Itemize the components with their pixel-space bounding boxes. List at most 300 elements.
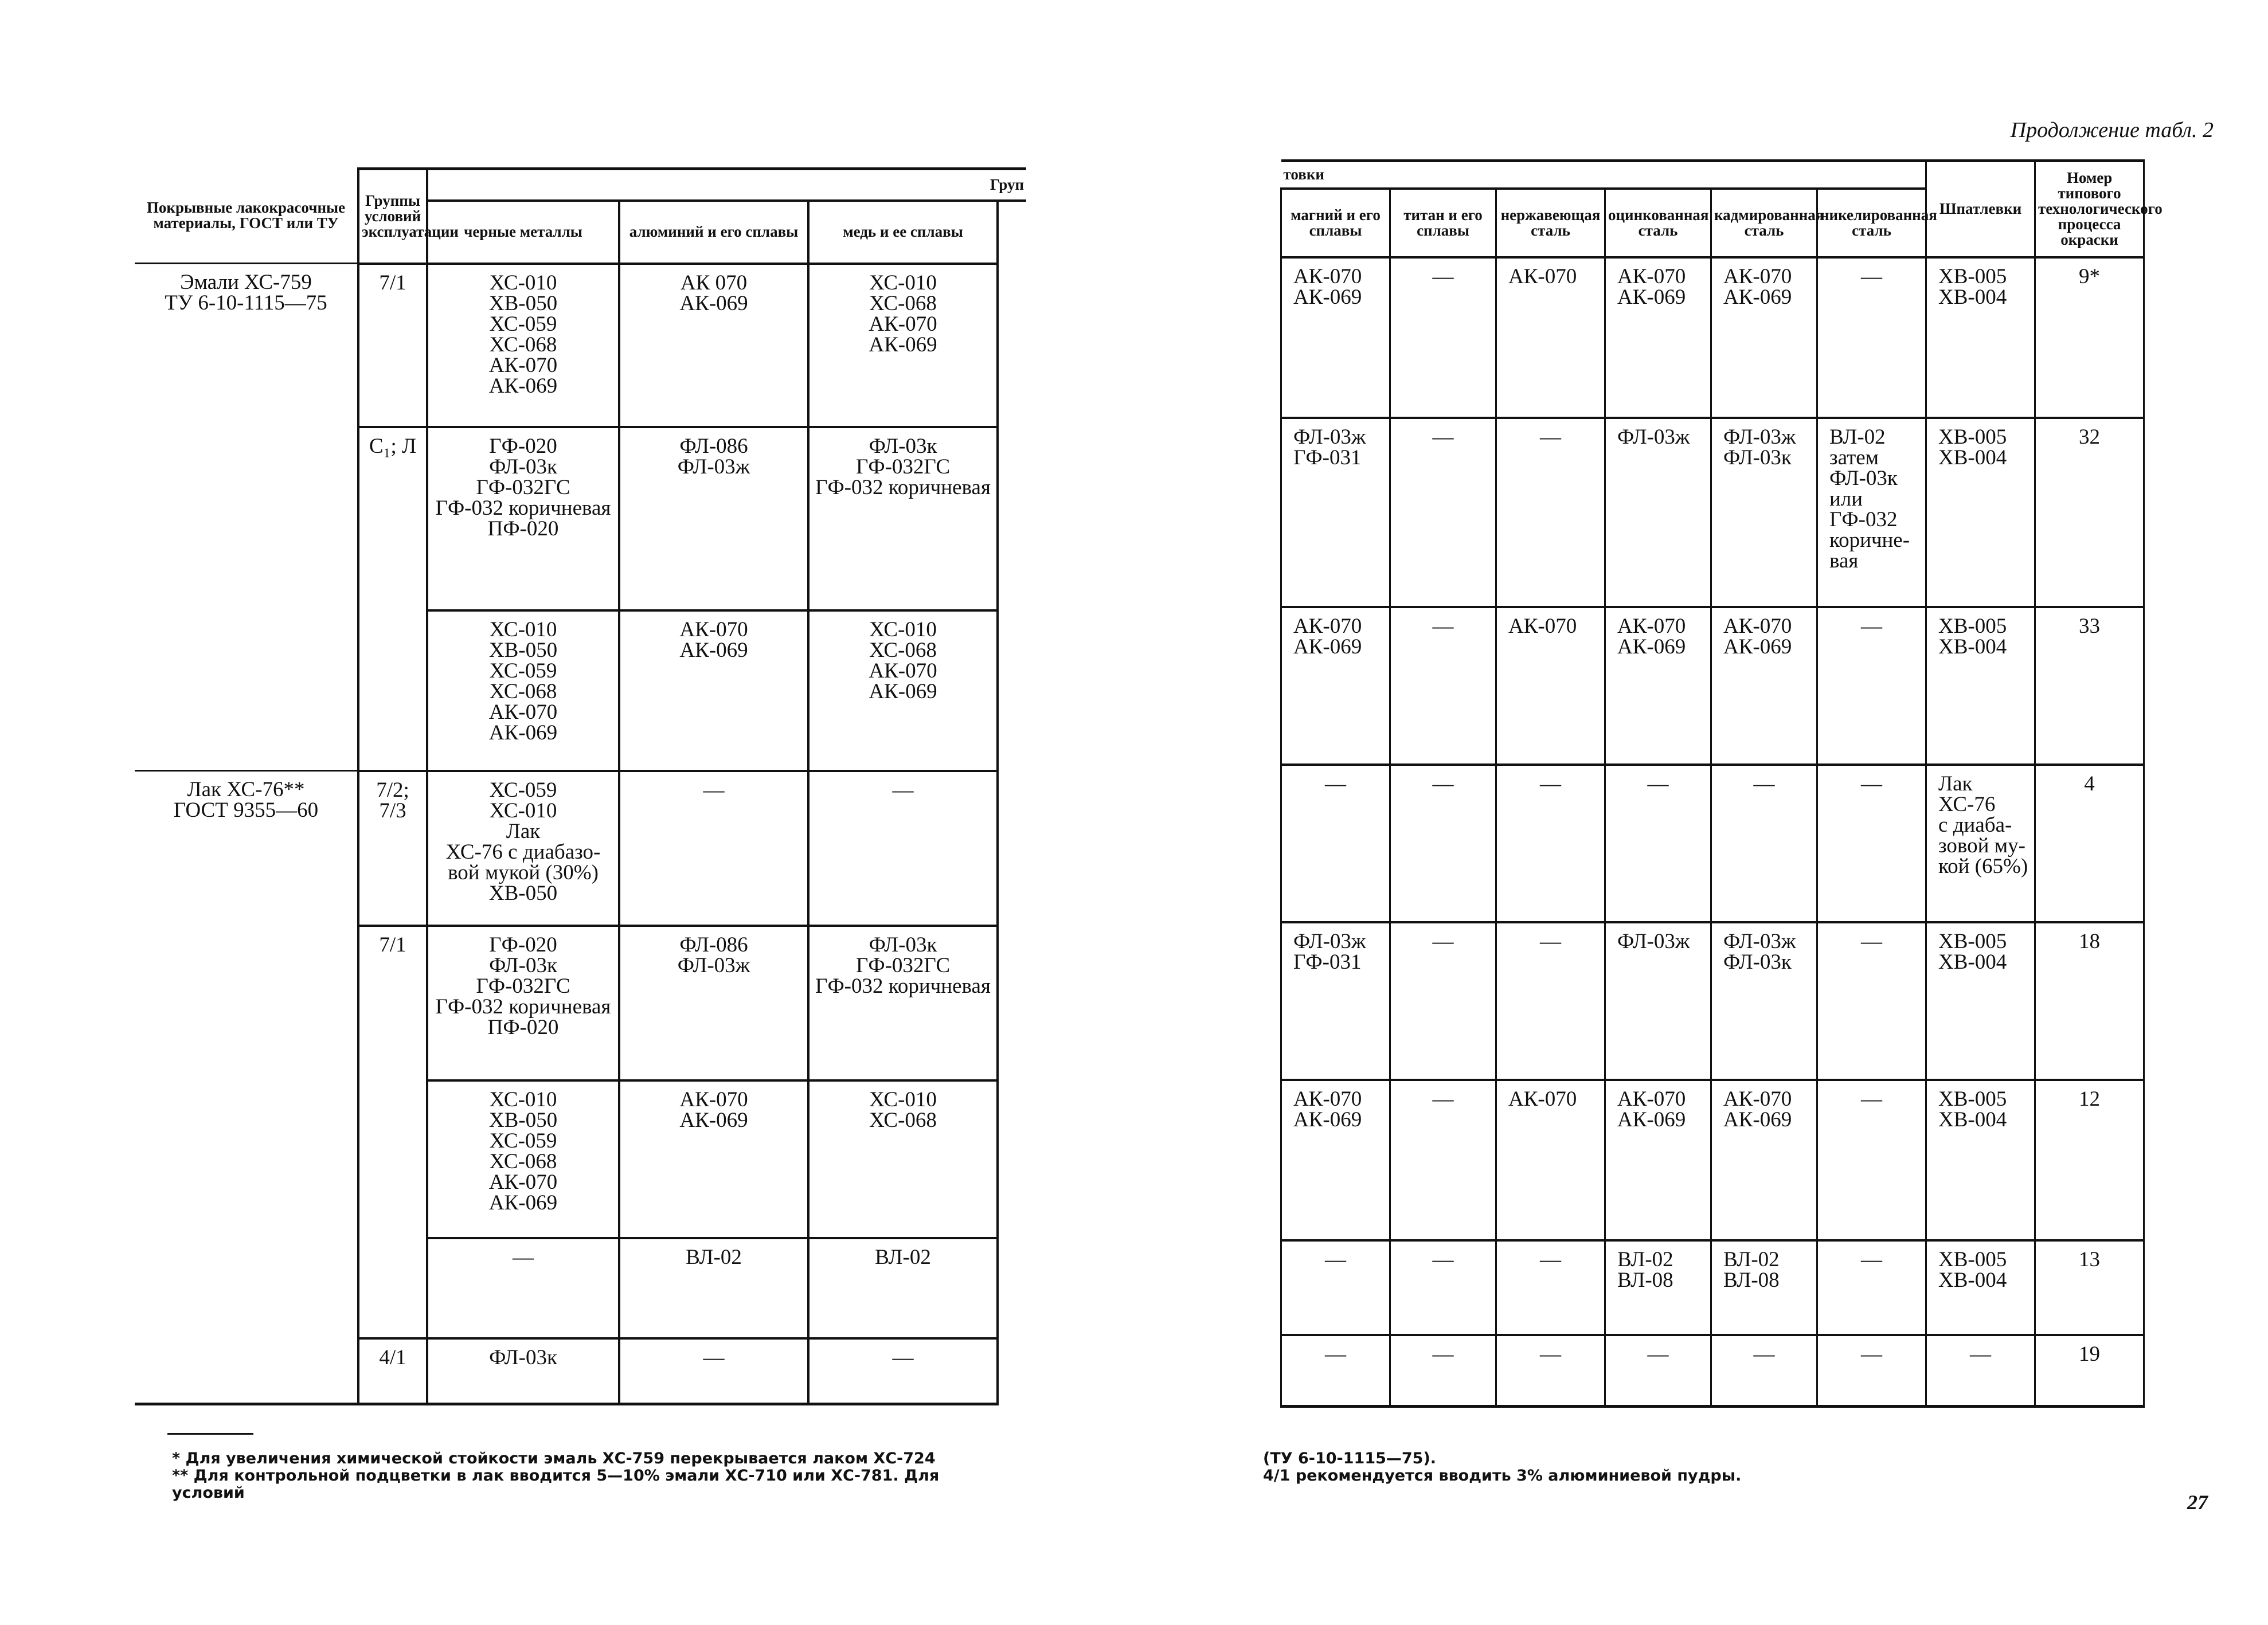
stainless-cell — [1496, 1335, 1605, 1407]
header-stainless: нержавеющая сталь — [1496, 189, 1605, 257]
galvanized-cell-line: АК-070 — [1617, 1087, 1686, 1111]
nickel-cell-line: вая — [1829, 549, 1859, 573]
titanium-cell — [1390, 418, 1496, 607]
header-copper: медь и ее сплавы — [808, 201, 998, 264]
header-group-title: Груп — [427, 169, 1026, 201]
cadmium-cell — [1711, 257, 1817, 418]
ferrous-cell — [427, 1238, 619, 1338]
nickel-cell-line: коричне- — [1829, 528, 1910, 552]
nickel-cell-line: — — [1861, 929, 1883, 953]
stainless-cell — [1496, 607, 1605, 765]
process-number-cell-line: 18 — [2079, 929, 2101, 953]
header-titanium: титан и его сплавы — [1390, 189, 1496, 257]
putty-cell-line: ХС-76 — [1938, 792, 1996, 816]
putty-cell-line: ХВ-004 — [1938, 1107, 2007, 1131]
ferrous-cell-line: ГФ-032 коричневая — [435, 496, 611, 520]
process-number-cell-line: 4 — [2084, 772, 2095, 796]
spacer-cell — [998, 926, 1026, 1080]
ferrous-cell-line: ХС-010 — [489, 617, 557, 641]
table-row — [135, 610, 1026, 771]
magnesium-cell — [1281, 765, 1390, 922]
group-cell — [358, 264, 427, 427]
magnesium-cell-line: — — [1325, 1247, 1346, 1271]
magnesium-cell — [1281, 418, 1390, 607]
titanium-cell — [1390, 1240, 1496, 1335]
putty-cell-line: зовой му- — [1938, 833, 2025, 857]
process-number-cell — [2035, 418, 2144, 607]
putty-cell-line: ХВ-004 — [1938, 285, 2007, 309]
cadmium-cell-line: ФЛ-03ж — [1723, 425, 1796, 449]
copper-cell — [808, 264, 998, 427]
magnesium-cell-line: ФЛ-03ж — [1293, 929, 1366, 953]
ferrous-cell-line: АК-069 — [488, 374, 558, 398]
magnesium-cell — [1281, 1335, 1390, 1407]
ferrous-cell-line: ХВ-050 — [488, 881, 558, 905]
magnesium-cell — [1281, 922, 1390, 1080]
copper-cell-line: ВЛ-02 — [875, 1245, 931, 1269]
cadmium-cell — [1711, 607, 1817, 765]
ferrous-cell-line: ХС-010 — [489, 271, 557, 295]
group-cell-line: 7/1 — [379, 933, 406, 957]
spacer-cell — [998, 264, 1026, 427]
magnesium-cell-line: ГФ-031 — [1293, 445, 1362, 469]
cadmium-cell — [1711, 1335, 1817, 1407]
table-row — [135, 427, 1026, 610]
copper-cell-line: ФЛ-03к — [869, 933, 937, 957]
group-cell — [358, 1338, 427, 1404]
ferrous-cell-line: ХС-059 — [489, 778, 557, 802]
aluminum-cell-line: АК 070 — [680, 271, 748, 295]
nickel-cell-line: — — [1861, 1342, 1883, 1366]
copper-cell-line: ХС-010 — [869, 271, 937, 295]
ferrous-cell-line: ХС-068 — [489, 332, 557, 357]
putty-cell — [1926, 257, 2035, 418]
material-cell — [135, 771, 358, 926]
ferrous-cell-line: ПФ-020 — [487, 516, 559, 541]
material-cell — [135, 264, 358, 427]
table-row — [135, 771, 1026, 926]
nickel-cell-line: ВЛ-02 — [1829, 425, 1886, 449]
process-number-cell — [2035, 607, 2144, 765]
process-number-cell — [2035, 1240, 2144, 1335]
copper-cell — [808, 771, 998, 926]
spacer-cell — [998, 1080, 1026, 1238]
process-number-cell-line: 32 — [2079, 425, 2101, 449]
table-row — [135, 1338, 1026, 1404]
putty-cell — [1926, 1240, 2035, 1335]
table-row — [1281, 1240, 2144, 1335]
magnesium-cell-line: АК-069 — [1293, 635, 1362, 659]
magnesium-cell-line: АК-070 — [1293, 1087, 1362, 1111]
ferrous-cell-line: ГФ-032 коричневая — [435, 994, 611, 1019]
aluminum-cell-line: ВЛ-02 — [686, 1245, 742, 1269]
nickel-cell — [1817, 607, 1926, 765]
titanium-cell-line: — — [1432, 264, 1454, 288]
putty-cell-line: ХВ-004 — [1938, 445, 2007, 469]
putty-cell-line: с диаба- — [1938, 813, 2012, 837]
aluminum-cell-line: ФЛ-086 — [679, 933, 748, 957]
cadmium-cell-line: — — [1753, 1342, 1775, 1366]
galvanized-cell-line: АК-069 — [1617, 285, 1686, 309]
copper-cell-line: ГФ-032ГС — [855, 455, 951, 479]
ferrous-cell-line: Лак — [506, 819, 541, 843]
ferrous-cell — [427, 771, 619, 926]
aluminum-cell-line: АК-070 — [679, 617, 748, 641]
titanium-cell-line: — — [1432, 614, 1454, 638]
ferrous-cell — [427, 264, 619, 427]
magnesium-cell-line: АК-070 — [1293, 264, 1362, 288]
spacer-cell — [998, 427, 1026, 610]
aluminum-cell — [619, 1080, 808, 1238]
material-cell-line: Лак ХС-76** — [187, 778, 305, 801]
putty-cell — [1926, 607, 2035, 765]
magnesium-cell-line: АК-069 — [1293, 1107, 1362, 1131]
cadmium-cell-line: — — [1753, 772, 1775, 796]
titanium-cell-line: — — [1432, 1342, 1454, 1366]
ferrous-cell-line: ФЛ-03к — [489, 953, 557, 977]
copper-cell — [808, 1238, 998, 1338]
spacer-cell — [998, 1238, 1026, 1338]
nickel-cell — [1817, 1080, 1926, 1240]
putty-cell-line: Лак — [1938, 772, 1973, 796]
cadmium-cell-line: АК-069 — [1723, 635, 1792, 659]
ferrous-cell-line: АК-070 — [488, 1170, 558, 1194]
galvanized-cell-line: — — [1647, 1342, 1669, 1366]
titanium-cell-line: — — [1432, 425, 1454, 449]
magnesium-cell — [1281, 1080, 1390, 1240]
stainless-cell — [1496, 257, 1605, 418]
group-cell-line: 7/3 — [379, 798, 406, 823]
putty-cell-line: ХВ-004 — [1938, 950, 2007, 974]
copper-cell-line: ФЛ-03к — [869, 434, 937, 458]
titanium-cell-line: — — [1432, 1087, 1454, 1111]
ferrous-cell-line: ГФ-020 — [489, 933, 557, 957]
copper-cell — [808, 427, 998, 610]
header-magnesium: магний и его сплавы — [1281, 189, 1390, 257]
group-cell-line: С₁; Л — [369, 434, 417, 458]
stainless-cell — [1496, 418, 1605, 607]
galvanized-cell — [1605, 1080, 1711, 1240]
ferrous-cell-line: ХС-068 — [489, 1149, 557, 1173]
ferrous-cell-line: ХВ-050 — [488, 291, 558, 315]
galvanized-cell-line: ВЛ-02 — [1617, 1247, 1673, 1271]
material-cell-line: ТУ 6-10-1115—75 — [165, 291, 327, 315]
spacer-cell — [998, 771, 1026, 926]
cadmium-cell — [1711, 418, 1817, 607]
stainless-cell — [1496, 765, 1605, 922]
cadmium-cell — [1711, 1240, 1817, 1335]
page-number: 27 — [2187, 1491, 2208, 1514]
nickel-cell-line: — — [1861, 1247, 1883, 1271]
copper-cell — [808, 1338, 998, 1404]
titanium-cell-line: — — [1432, 929, 1454, 953]
copper-cell-line: АК-069 — [869, 332, 937, 357]
spacer-cell — [998, 1338, 1026, 1404]
copper-cell-line: ХС-068 — [869, 638, 937, 662]
putty-cell-line: ХВ-004 — [1938, 635, 2007, 659]
ferrous-cell — [427, 1338, 619, 1404]
material-cell — [135, 1338, 358, 1404]
galvanized-cell — [1605, 607, 1711, 765]
aluminum-cell-line: ФЛ-086 — [679, 434, 748, 458]
ferrous-cell — [427, 610, 619, 771]
table-row — [135, 1238, 1026, 1338]
stainless-cell-line: АК-070 — [1508, 614, 1577, 638]
material-cell-line: Эмали ХС-759 — [180, 271, 312, 294]
header-materials: Покрывные лакокрасочные материалы, ГОСТ или ТУ — [146, 199, 346, 232]
group-cell-line: 7/1 — [379, 271, 406, 295]
ferrous-cell-line: ХС-059 — [489, 312, 557, 336]
header-right-group-title: товки — [1281, 161, 1926, 189]
titanium-cell-line: — — [1432, 772, 1454, 796]
putty-cell-line: ХВ-005 — [1938, 1087, 2007, 1111]
cadmium-cell-line: АК-069 — [1723, 1107, 1792, 1131]
cadmium-cell-line: ФЛ-03к — [1723, 950, 1792, 974]
process-number-cell — [2035, 1335, 2144, 1407]
putty-cell-line: ХВ-005 — [1938, 1247, 2007, 1271]
header-groups: Группы условий эксплуатации — [358, 169, 427, 264]
footnote-1: * Для увеличения химической стойкости эмаль ХС-759 перекрывается лаком ХС-724 — [172, 1450, 936, 1467]
group-cell — [358, 427, 427, 610]
cadmium-cell — [1711, 765, 1817, 922]
copper-cell-line: — — [892, 1345, 914, 1369]
putty-cell-line: ХВ-005 — [1938, 614, 2007, 638]
cadmium-cell-line: АК-070 — [1723, 264, 1792, 288]
titanium-cell — [1390, 607, 1496, 765]
table-row — [135, 1080, 1026, 1238]
process-number-cell-line: 9* — [2079, 264, 2101, 288]
titanium-cell-line: — — [1432, 1247, 1454, 1271]
ferrous-cell-line: ХС-76 с диабазо- — [445, 840, 601, 864]
process-number-cell-line: 33 — [2079, 614, 2101, 638]
stainless-cell-line: АК-070 — [1508, 1087, 1577, 1111]
aluminum-cell — [619, 1338, 808, 1404]
putty-cell — [1926, 1080, 2035, 1240]
header-nickel: никелированная сталь — [1817, 189, 1926, 257]
galvanized-cell-line: — — [1647, 772, 1669, 796]
copper-cell-line: ХС-010 — [869, 617, 937, 641]
cadmium-cell-line: АК-070 — [1723, 614, 1792, 638]
stainless-cell-line: — — [1540, 1342, 1561, 1366]
aluminum-cell — [619, 610, 808, 771]
table-row — [135, 926, 1026, 1080]
aluminum-cell-line: АК-069 — [679, 638, 748, 662]
ferrous-cell-line: вой мукой (30%) — [448, 860, 599, 884]
galvanized-cell — [1605, 1240, 1711, 1335]
material-cell — [135, 926, 358, 1080]
ferrous-cell-line: ГФ-020 — [489, 434, 557, 458]
nickel-cell-line: — — [1861, 264, 1883, 288]
header-process: Номер типового технологического процесса окраски — [2035, 161, 2144, 257]
process-number-cell — [2035, 765, 2144, 922]
table-row — [1281, 257, 2144, 418]
nickel-cell-line: — — [1861, 772, 1883, 796]
galvanized-cell-line: ВЛ-08 — [1617, 1268, 1673, 1292]
group-cell — [358, 771, 427, 926]
group-cell — [358, 1238, 427, 1338]
galvanized-cell — [1605, 257, 1711, 418]
material-cell-line: ГОСТ 9355—60 — [173, 798, 319, 822]
aluminum-cell-line: — — [703, 1345, 725, 1369]
magnesium-cell-line: АК-069 — [1293, 285, 1362, 309]
footnote-2: ** Для контрольной подцветки в лак вводится 5—10% эмали ХС-710 или ХС-781. Для условий — [172, 1467, 940, 1502]
left-table — [135, 167, 1026, 1405]
right-footnotes — [1263, 1450, 2123, 1485]
putty-cell-line: ХВ-005 — [1938, 929, 2007, 953]
nickel-cell — [1817, 1240, 1926, 1335]
putty-cell — [1926, 765, 2035, 922]
copper-cell-line: АК-069 — [869, 679, 937, 703]
stainless-cell — [1496, 1240, 1605, 1335]
magnesium-cell-line: ФЛ-03ж — [1293, 425, 1366, 449]
aluminum-cell — [619, 926, 808, 1080]
nickel-cell-line: ГФ-032 — [1829, 507, 1898, 531]
nickel-cell — [1817, 418, 1926, 607]
magnesium-cell-line: ГФ-031 — [1293, 950, 1362, 974]
stainless-cell-line: — — [1540, 929, 1561, 953]
table-row — [1281, 1335, 2144, 1407]
group-cell — [358, 926, 427, 1080]
table-row — [1281, 765, 2144, 922]
right-table — [1280, 159, 2163, 1408]
table-row — [1281, 607, 2144, 765]
titanium-cell — [1390, 922, 1496, 1080]
copper-cell-line: ХС-068 — [869, 1108, 937, 1132]
putty-cell-line: кой (65%) — [1938, 854, 2028, 878]
left-table-body — [135, 264, 1026, 1404]
header-cadmium: кадмированная сталь — [1711, 189, 1817, 257]
group-cell — [358, 1080, 427, 1238]
copper-cell — [808, 610, 998, 771]
cadmium-cell — [1711, 1080, 1817, 1240]
ferrous-cell-line: ХС-059 — [489, 1129, 557, 1153]
galvanized-cell-line: ФЛ-03ж — [1617, 929, 1690, 953]
nickel-cell-line: — — [1861, 1087, 1883, 1111]
copper-cell-line: ГФ-032ГС — [855, 953, 951, 977]
putty-cell-line: ХВ-005 — [1938, 264, 2007, 288]
group-cell-line: 4/1 — [379, 1345, 406, 1369]
galvanized-cell — [1605, 418, 1711, 607]
ferrous-cell-line: АК-069 — [488, 1191, 558, 1215]
nickel-cell — [1817, 257, 1926, 418]
titanium-cell — [1390, 1335, 1496, 1407]
aluminum-cell-line: ФЛ-03ж — [677, 953, 750, 977]
copper-cell — [808, 926, 998, 1080]
ferrous-cell-line: ФЛ-03к — [489, 1345, 557, 1369]
ferrous-cell — [427, 926, 619, 1080]
material-cell — [135, 1238, 358, 1338]
group-cell-line: 7/2; — [376, 778, 409, 802]
footnote-3: (ТУ 6-10-1115—75). — [1263, 1450, 1437, 1467]
galvanized-cell — [1605, 1335, 1711, 1407]
cadmium-cell-line: ФЛ-03ж — [1723, 929, 1796, 953]
stainless-cell-line: — — [1540, 1247, 1561, 1271]
ferrous-cell-line: ПФ-020 — [487, 1015, 559, 1039]
aluminum-cell — [619, 1238, 808, 1338]
nickel-cell-line: затем — [1829, 445, 1879, 469]
ferrous-cell — [427, 1080, 619, 1238]
putty-cell — [1926, 922, 2035, 1080]
copper-cell-line: ГФ-032 коричневая — [815, 475, 991, 499]
cadmium-cell-line: АК-070 — [1723, 1087, 1792, 1111]
footnote-4: 4/1 рекомендуется вводить 3% алюминиевой пудры. — [1263, 1467, 1742, 1485]
ferrous-cell-line: АК-070 — [488, 700, 558, 724]
stainless-cell-line: АК-070 — [1508, 264, 1577, 288]
ferrous-cell-line: ХС-010 — [489, 798, 557, 823]
table-continuation-caption: Продолжение табл. 2 — [2010, 118, 2214, 142]
stainless-cell-line: — — [1540, 425, 1561, 449]
galvanized-cell-line: АК-070 — [1617, 614, 1686, 638]
putty-cell-line: — — [1970, 1342, 1992, 1366]
putty-cell — [1926, 1335, 2035, 1407]
aluminum-cell — [619, 771, 808, 926]
nickel-cell — [1817, 765, 1926, 922]
ferrous-cell-line: ГФ-032ГС — [476, 475, 570, 499]
ferrous-cell-line: АК-069 — [488, 721, 558, 745]
header-galvanized: оцинкованная сталь — [1605, 189, 1711, 257]
galvanized-cell — [1605, 922, 1711, 1080]
nickel-cell-line: ФЛ-03к — [1829, 466, 1898, 490]
group-cell — [358, 610, 427, 771]
stainless-cell-line: — — [1540, 772, 1561, 796]
right-page — [1134, 0, 2268, 1625]
galvanized-cell — [1605, 765, 1711, 922]
copper-cell-line: ХС-068 — [869, 291, 937, 315]
magnesium-cell — [1281, 607, 1390, 765]
aluminum-cell — [619, 427, 808, 610]
copper-cell-line: АК-070 — [869, 659, 937, 683]
process-number-cell-line: 19 — [2079, 1342, 2101, 1366]
titanium-cell — [1390, 765, 1496, 922]
stainless-cell — [1496, 1080, 1605, 1240]
ferrous-cell-line: ХС-010 — [489, 1087, 557, 1111]
magnesium-cell-line: АК-070 — [1293, 614, 1362, 638]
header-putty: Шпатлевки — [1926, 161, 2035, 257]
aluminum-cell — [619, 264, 808, 427]
nickel-cell-line: или — [1829, 487, 1863, 511]
header-aluminum: алюминий и его сплавы — [619, 201, 808, 264]
galvanized-cell-line: АК-069 — [1617, 1107, 1686, 1131]
galvanized-cell-line: АК-070 — [1617, 264, 1686, 288]
footnote-rule — [167, 1433, 253, 1435]
aluminum-cell-line: АК-069 — [679, 1108, 748, 1132]
aluminum-cell-line: АК-069 — [679, 291, 748, 315]
aluminum-cell-line: ФЛ-03ж — [677, 455, 750, 479]
magnesium-cell-line: — — [1325, 772, 1346, 796]
stainless-cell — [1496, 922, 1605, 1080]
putty-cell-line: ХВ-004 — [1938, 1268, 2007, 1292]
process-number-cell-line: 13 — [2079, 1247, 2101, 1271]
nickel-cell — [1817, 922, 1926, 1080]
ferrous-cell-line: ГФ-032ГС — [476, 974, 570, 998]
material-cell — [135, 427, 358, 610]
table-row — [1281, 1080, 2144, 1240]
spacer-cell — [998, 610, 1026, 771]
titanium-cell — [1390, 257, 1496, 418]
material-cell — [135, 610, 358, 771]
nickel-cell-line: — — [1861, 614, 1883, 638]
ferrous-cell-line: ХС-068 — [489, 679, 557, 703]
cadmium-cell-line: ВЛ-02 — [1723, 1247, 1780, 1271]
process-number-cell — [2035, 1080, 2144, 1240]
putty-cell — [1926, 418, 2035, 607]
magnesium-cell — [1281, 1240, 1390, 1335]
copper-cell-line: АК-070 — [869, 312, 937, 336]
aluminum-cell-line: АК-070 — [679, 1087, 748, 1111]
copper-cell-line: ГФ-032 коричневая — [815, 974, 991, 998]
process-number-cell — [2035, 257, 2144, 418]
aluminum-cell-line: — — [703, 778, 725, 802]
